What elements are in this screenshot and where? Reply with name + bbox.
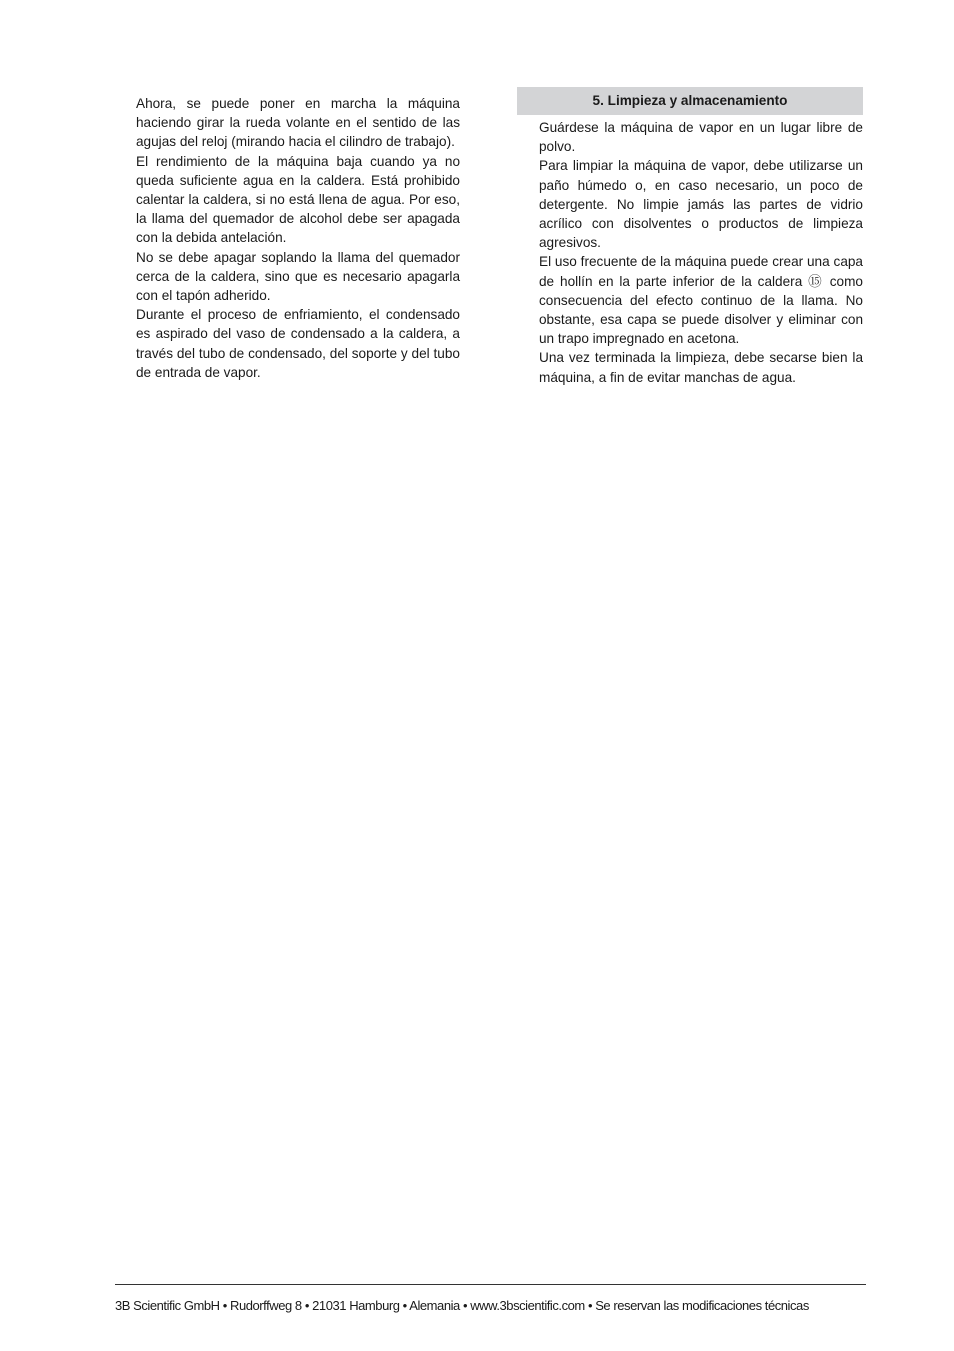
footer-company-info: 3B Scientific GmbH • Rudorffweg 8 • 21031 Hamburg • Alemania • www.3bscientific.com • Se reservan las modificaciones técnicas (115, 1298, 809, 1313)
paragraph-soot-layer: El uso frecuente de la máquina puede crear una capa de hollín en la parte inferior de la caldera ⑮ como consecuencia del efecto continuo de la llama. No obstante, esa capa se puede disolver y eliminar con un trapo impregnado en acetona. (539, 254, 863, 347)
paragraph-drying: Una vez terminada la limpieza, debe secarse bien la máquina, a fin de evitar manchas de agua. (539, 350, 863, 385)
right-column (517, 87, 863, 387)
left-column (136, 94, 460, 382)
paragraph-extinguish-flame: No se debe apagar soplando la llama del quemador cerca de la caldera, sino que es necesario apagarla con el tapón adherido. (136, 249, 460, 304)
paragraph-start-machine: Ahora, se puede poner en marcha la máquina haciendo girar la rueda volante en el sentido de las agujas del reloj (mirando hacia el cilindro de trabajo). (136, 96, 460, 150)
paragraph-cooling-condensate: Durante el proceso de enfriamiento, el condensado es aspirado del vaso de condensado a la caldera, a través del tubo de condensado, del soporte y del tubo de entrada de vapor. (136, 307, 460, 380)
paragraph-cleaning-method: Para limpiar la máquina de vapor, debe utilizarse un paño húmedo o, en caso necesario, un poco de detergente. No limpie jamás las partes de vidrio acrílico con disolventes o productos de limpieza agresivos. (539, 158, 863, 251)
cleaning-section-body (517, 118, 863, 387)
section-heading-cleaning: 5. Limpieza y almacenamiento (517, 87, 863, 115)
footer-divider (115, 1284, 866, 1285)
paragraph-water-level: El rendimiento de la máquina baja cuando ya no queda suficiente agua en la caldera. Está prohibido calentar la caldera, si no está llena de agua. Por eso, la llama del quemador de alcohol debe ser apagada con la debida antelación. (136, 153, 460, 246)
paragraph-storage: Guárdese la máquina de vapor en un lugar libre de polvo. (539, 120, 863, 155)
